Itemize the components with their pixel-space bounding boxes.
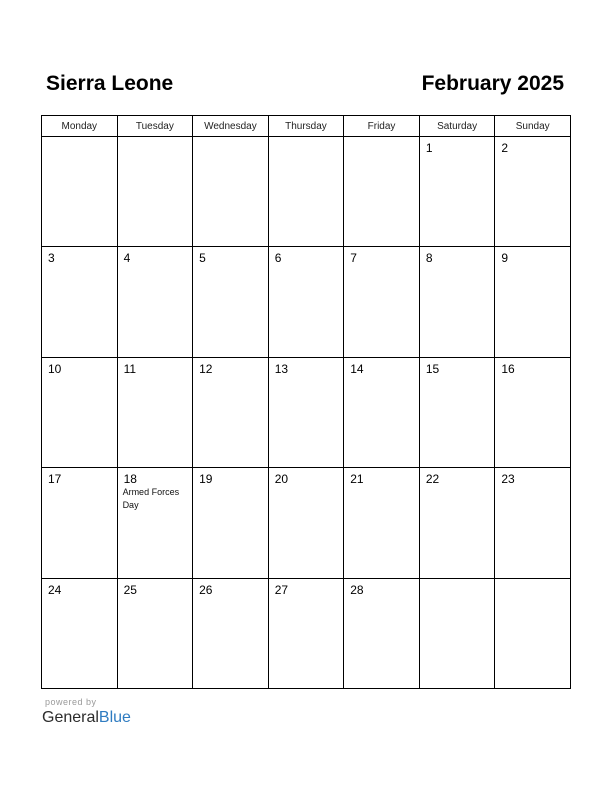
day-cell[interactable] — [42, 468, 118, 578]
empty-day-cell — [419, 578, 495, 688]
empty-day-cell — [117, 137, 193, 247]
day-cell[interactable] — [344, 578, 420, 688]
day-cell[interactable] — [268, 357, 344, 467]
country-title: Sierra Leone — [46, 72, 174, 95]
calendar-grid — [41, 115, 571, 689]
day-cell[interactable] — [344, 247, 420, 357]
day-cell[interactable] — [117, 357, 193, 467]
day-cell[interactable] — [42, 357, 118, 467]
empty-day-cell — [193, 137, 269, 247]
empty-day-cell — [344, 137, 420, 247]
footer-branding — [42, 697, 131, 728]
day-number: 20 — [274, 472, 289, 487]
day-number: 11 — [123, 361, 137, 376]
empty-day-cell — [495, 578, 571, 688]
day-number: 27 — [274, 582, 289, 597]
day-number: 3 — [48, 251, 55, 266]
weekday-header-monday: Monday — [42, 116, 118, 137]
brand-general-text: General — [42, 709, 99, 726]
day-number: 14 — [350, 361, 364, 376]
day-cell[interactable] — [495, 247, 571, 357]
day-cell[interactable] — [193, 247, 269, 357]
day-number: 22 — [425, 472, 440, 487]
day-number: 25 — [123, 582, 137, 597]
holiday-event: Armed Forces Day — [122, 487, 180, 511]
day-cell[interactable] — [419, 357, 495, 467]
day-cell[interactable] — [117, 578, 193, 688]
day-cell[interactable] — [117, 468, 193, 578]
day-number: 15 — [425, 361, 440, 376]
day-cell[interactable] — [42, 247, 118, 357]
weekday-header-thursday: Thursday — [268, 116, 344, 137]
day-number: 28 — [350, 582, 364, 597]
day-number: 12 — [199, 361, 213, 376]
weekday-header-friday: Friday — [344, 116, 420, 137]
powered-by-text: powered by — [45, 697, 97, 707]
day-cell[interactable] — [193, 578, 269, 688]
week-row — [42, 468, 571, 578]
weekday-header-saturday: Saturday — [419, 116, 495, 137]
day-number: 4 — [123, 251, 131, 266]
day-cell[interactable] — [193, 357, 269, 467]
day-cell[interactable] — [495, 357, 571, 467]
calendar-body — [42, 137, 571, 689]
weekday-header-wednesday: Wednesday — [193, 116, 269, 137]
day-number: 17 — [48, 472, 62, 487]
week-row — [42, 247, 571, 357]
day-cell[interactable] — [268, 578, 344, 688]
day-number: 6 — [274, 251, 282, 266]
day-cell[interactable] — [419, 468, 495, 578]
day-number: 19 — [199, 472, 213, 487]
day-cell[interactable] — [419, 247, 495, 357]
day-number: 9 — [501, 251, 509, 266]
day-number: 24 — [48, 582, 62, 597]
day-number: 23 — [501, 472, 515, 487]
day-cell[interactable] — [117, 247, 193, 357]
day-number: 26 — [199, 582, 213, 597]
weekday-header-sunday: Sunday — [495, 116, 571, 137]
empty-day-cell — [42, 137, 118, 247]
day-number: 21 — [350, 472, 364, 487]
day-number: 18 — [123, 472, 137, 487]
weekday-header-row — [42, 116, 571, 137]
empty-day-cell — [268, 137, 344, 247]
day-cell[interactable] — [268, 247, 344, 357]
week-row — [42, 137, 571, 247]
week-row — [42, 578, 571, 688]
weekday-header-tuesday: Tuesday — [117, 116, 193, 137]
day-number: 1 — [425, 141, 433, 155]
day-number: 10 — [48, 361, 62, 376]
day-number: 13 — [274, 361, 289, 376]
week-row — [42, 357, 571, 467]
day-cell[interactable] — [268, 468, 344, 578]
day-cell[interactable] — [495, 137, 571, 247]
day-cell[interactable] — [344, 357, 420, 467]
generalblue-logo[interactable] — [42, 708, 131, 728]
day-cell[interactable] — [419, 137, 495, 247]
day-cell[interactable] — [193, 468, 269, 578]
day-number: 5 — [199, 251, 206, 266]
day-number: 2 — [501, 141, 509, 155]
day-cell[interactable] — [344, 468, 420, 578]
day-number: 7 — [350, 251, 357, 266]
day-cell[interactable] — [495, 468, 571, 578]
brand-blue-text: Blue — [98, 709, 131, 726]
day-number: 16 — [501, 361, 515, 376]
day-number: 8 — [425, 251, 433, 266]
month-year-title: February 2025 — [421, 72, 564, 95]
day-cell[interactable] — [42, 578, 118, 688]
